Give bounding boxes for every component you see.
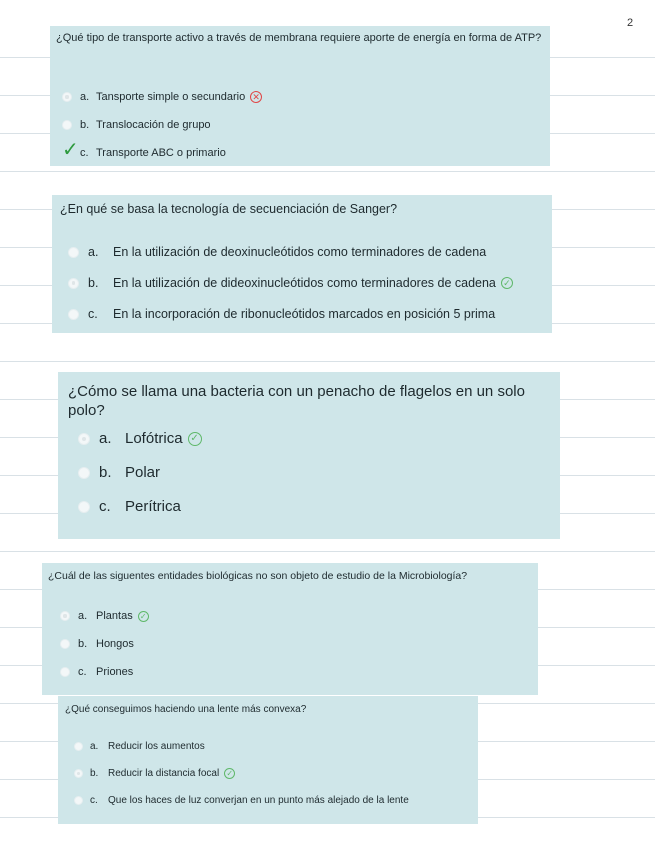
option-letter: c. <box>78 666 87 678</box>
question-card-2 <box>52 195 552 333</box>
option-label: Perítrica <box>125 498 181 515</box>
radio-button[interactable] <box>62 120 72 130</box>
question-prompt: ¿Qué tipo de transporte activo a través de membrana requiere aporte de energía en forma de ATP? <box>56 32 542 44</box>
option-label: En la utilización de deoxinucleótidos como terminadores de cadena <box>113 245 487 259</box>
option-letter: a. <box>90 741 99 752</box>
radio-button[interactable] <box>74 769 83 778</box>
check-circle-icon: ✓ <box>188 432 202 446</box>
radio-button[interactable] <box>60 667 70 677</box>
option-c[interactable] <box>78 498 181 515</box>
x-circle-icon: ✕ <box>250 91 262 103</box>
option-b[interactable] <box>78 464 160 481</box>
check-circle-icon: ✓ <box>224 768 235 779</box>
option-letter: c. <box>99 498 111 515</box>
question-prompt: ¿Cuál de las siguentes entidades biológicas no son objeto de estudio de la Microbiología? <box>48 570 468 582</box>
question-card-3 <box>58 372 560 539</box>
option-b[interactable] <box>68 276 513 290</box>
option-c[interactable] <box>62 147 226 159</box>
option-a[interactable] <box>60 610 149 622</box>
radio-button[interactable] <box>68 247 79 258</box>
option-label: Lofótrica <box>125 430 183 447</box>
option-label: En la utilización de dideoxinucleótidos como terminadores de cadena <box>113 276 496 290</box>
option-c[interactable] <box>68 307 495 321</box>
option-c[interactable] <box>60 666 133 678</box>
option-a[interactable] <box>74 741 205 752</box>
radio-button[interactable] <box>78 433 90 445</box>
radio-button[interactable] <box>62 92 72 102</box>
handwritten-check-icon: ✓ <box>62 139 79 161</box>
option-letter: b. <box>88 276 99 290</box>
option-label: Que los haces de luz converjan en un punto más alejado de la lente <box>108 795 409 806</box>
option-letter: c. <box>90 795 98 806</box>
question-card-1 <box>50 26 550 166</box>
option-a[interactable] <box>62 91 262 103</box>
radio-button[interactable] <box>74 796 83 805</box>
check-circle-icon: ✓ <box>138 611 149 622</box>
option-b[interactable] <box>74 768 235 779</box>
radio-button[interactable] <box>68 309 79 320</box>
option-letter: a. <box>80 91 90 103</box>
option-label: Plantas <box>96 610 133 622</box>
option-label: Translocación de grupo <box>96 119 211 131</box>
option-letter: a. <box>99 430 112 447</box>
option-a[interactable] <box>68 245 486 259</box>
option-letter: b. <box>99 464 112 481</box>
question-prompt: ¿En qué se basa la tecnología de secuenciación de Sanger? <box>60 202 398 216</box>
question-card-5 <box>58 696 478 824</box>
option-letter: a. <box>88 245 99 259</box>
option-label: Tansporte simple o secundario <box>96 91 246 103</box>
radio-button[interactable] <box>68 278 79 289</box>
option-label: Transporte ABC o primario <box>96 147 226 159</box>
radio-button[interactable] <box>74 742 83 751</box>
option-c[interactable] <box>74 795 409 806</box>
option-letter: c. <box>88 307 98 321</box>
option-label: Reducir la distancia focal <box>108 768 220 779</box>
option-letter: a. <box>78 610 88 622</box>
check-circle-icon: ✓ <box>501 277 513 289</box>
question-prompt: ¿Cómo se llama una bacteria con un penacho de flagelos en un solo polo? <box>68 383 525 419</box>
option-letter: b. <box>78 638 88 650</box>
option-b[interactable] <box>60 638 134 650</box>
question-card-4 <box>42 563 538 695</box>
option-a[interactable] <box>78 430 202 447</box>
option-b[interactable] <box>62 119 211 131</box>
option-letter: c. <box>80 147 89 159</box>
question-prompt: ¿Qué conseguimos haciendo una lente más convexa? <box>65 704 307 715</box>
page-number: 2 <box>627 17 634 29</box>
option-letter: b. <box>90 768 99 779</box>
radio-button[interactable] <box>60 611 70 621</box>
option-label: En la incorporación de ribonucleótidos marcados en posición 5 prima <box>113 307 496 321</box>
radio-button[interactable] <box>60 639 70 649</box>
option-label: Reducir los aumentos <box>108 741 205 752</box>
option-label: Priones <box>96 666 134 678</box>
option-label: Polar <box>125 464 161 481</box>
radio-button[interactable] <box>78 501 90 513</box>
radio-button[interactable] <box>78 467 90 479</box>
option-label: Hongos <box>96 638 134 650</box>
option-letter: b. <box>80 119 90 131</box>
